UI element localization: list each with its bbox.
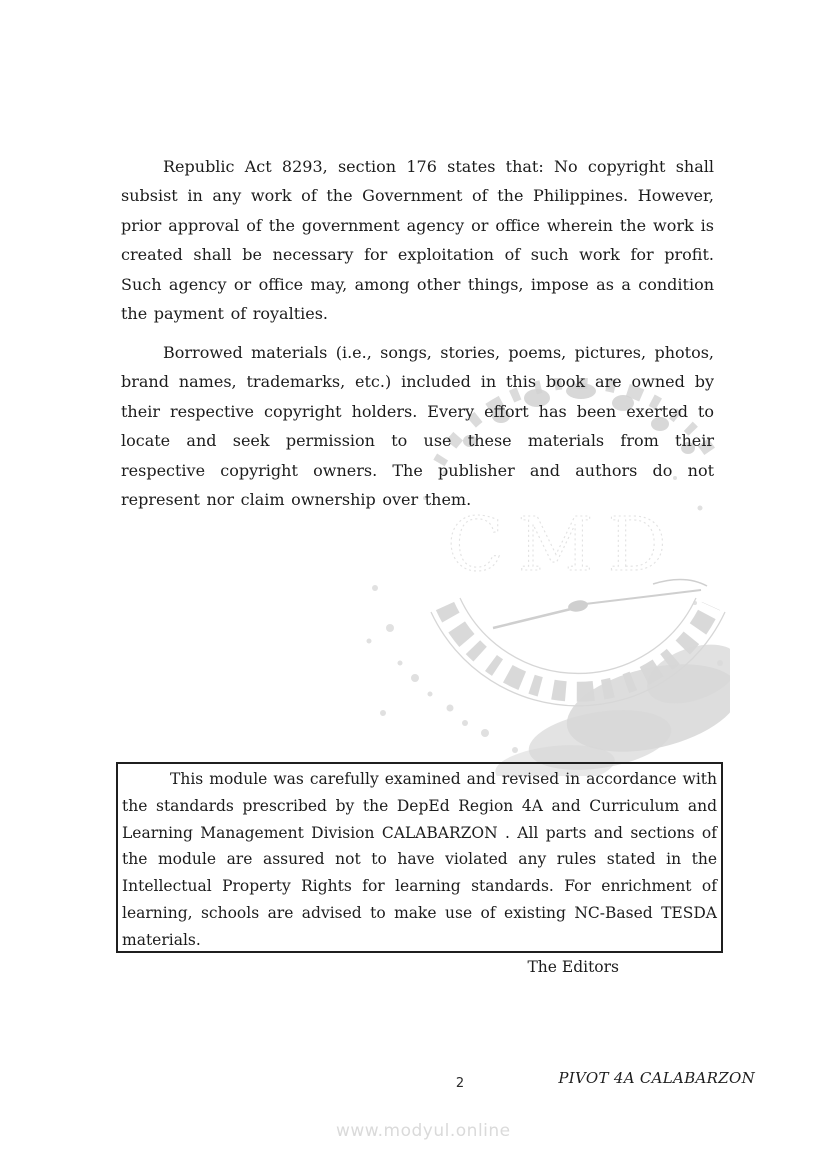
notice-box (116, 762, 723, 976)
notice-text: This module was carefully examined and revised in accordance with the standards prescribed by the DepEd Region 4A and Curriculum and Learning Management Division CALABARZON . All parts and sections of the module are assured not to have violated any rules stated in the Intellectual Property Rights for learning standards. For enrichment of learning, schools are advised to make use of existing NC-Based TESDA materials. (122, 770, 717, 949)
stamp-hand-hub (567, 599, 589, 613)
page-number: 2 (455, 1076, 465, 1091)
body-text (121, 152, 714, 514)
paragraph-borrowed-materials: Borrowed materials (i.e., songs, stories, poems, pictures, photos, brand names, trademarks, etc.) included in this book are owned by their respective copyright holders. Every effort has been exerted to locate and seek permission to use these materials from their respective copyright owners. The publisher and authors do not represent nor claim ownership over them. (121, 342, 714, 509)
stamp-letters: CMD (447, 502, 681, 588)
edition-label: PIVOT 4A CALABARZON (558, 1069, 755, 1087)
site-url-watermark: www.modyul.online (336, 1121, 511, 1141)
stamp-blob (493, 633, 730, 776)
notice-signature: The Editors (527, 957, 619, 976)
paragraph-copyright-notice: Republic Act 8293, section 176 states that: No copyright shall subsist in any work of the Government of the Philippines. However, prior approval of the government agency or office wherein the work is created shall be necessary for exploitation of such work for profit. Such agency or office may, among other things, impose as a condition the payment of royalties. (121, 157, 714, 324)
